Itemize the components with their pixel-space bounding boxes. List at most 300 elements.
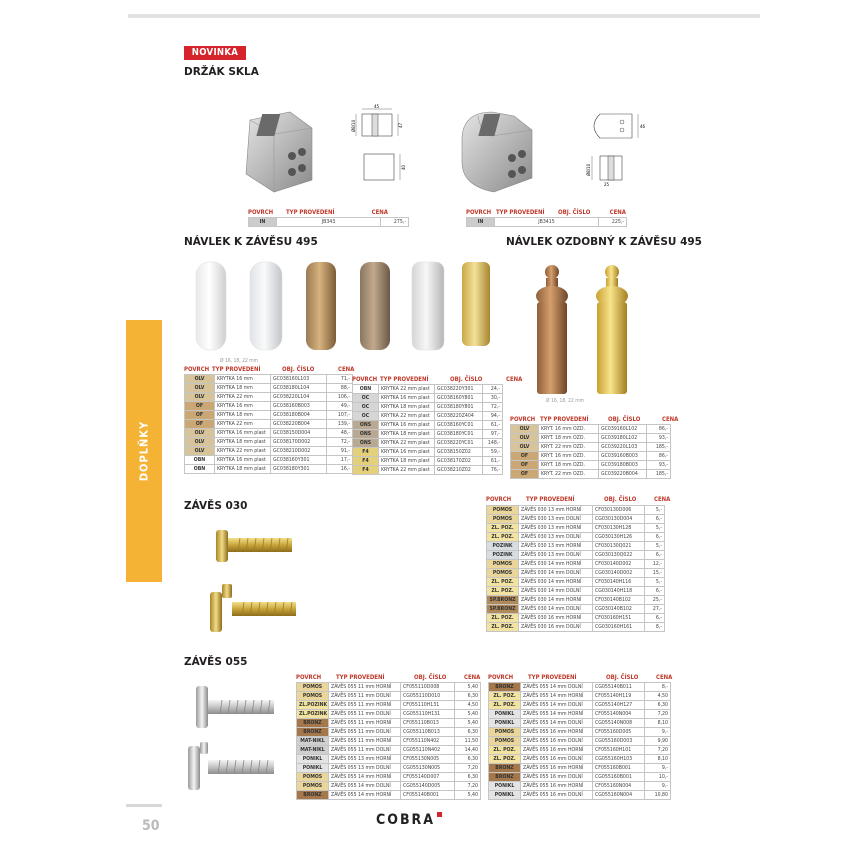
table-row (487, 569, 665, 578)
dim-depth-label: 40 (401, 164, 406, 170)
hinge-cover-table1-header: POVRCH TYP PROVEDENÍ OBJ. ČÍSLO CENA (184, 366, 355, 373)
order-number-cell: CF055160N004 (593, 782, 645, 791)
surface-cell: ZL. POZ. (487, 587, 519, 596)
order-number-cell: GC039180B003 (599, 461, 647, 470)
decorative-cover-table (510, 424, 671, 479)
table-row (489, 728, 671, 737)
table-row (511, 461, 671, 470)
order-number-cell: GC038170D002 (271, 438, 327, 447)
surface-cell: ZL. POZ. (489, 692, 521, 701)
order-number-cell: CG030130H126 (593, 533, 645, 542)
price-cell: 4,50 (455, 701, 481, 710)
page-number-rule (126, 804, 162, 807)
type-cell: KRYTKA 22 mm plast (379, 466, 435, 475)
table-row (297, 728, 481, 737)
dim-width-b-label: 25 (604, 182, 610, 187)
type-cell: KRYTKA 16 mm plast (379, 394, 435, 403)
table-row (489, 710, 671, 719)
surface-cell: POMOS (489, 737, 521, 746)
table-row (511, 470, 671, 479)
price-cell: 93,- (647, 434, 671, 443)
order-number-cell: CG030130Q022 (593, 551, 645, 560)
order-number-cell: GC038180B004 (271, 411, 327, 420)
table-row (353, 394, 503, 403)
order-number-cell: GC038160Y301 (271, 456, 327, 465)
type-cell: ZÁVĚS 055 11 mm DOLNÍ (329, 692, 401, 701)
type-cell: ZÁVĚS 030 13 mm DOLNÍ (519, 551, 593, 560)
surface-cell: OLV (511, 434, 539, 443)
order-number-cell: GC038160B003 (271, 402, 327, 411)
order-number-cell: GC038170Z02 (435, 457, 483, 466)
type-cell: KRYT. 18 mm OZD. (539, 434, 599, 443)
type-cell: KRYT. 16 mm OZD. (539, 452, 599, 461)
table-row (353, 448, 503, 457)
order-number-cell: GC039160L102 (599, 425, 647, 434)
table-row (297, 710, 481, 719)
table-row (297, 692, 481, 701)
price-cell: 91,- (327, 447, 353, 456)
table-row (487, 596, 665, 605)
surface-cell: SP.BRONZ (487, 605, 519, 614)
table-row (489, 764, 671, 773)
table-row (489, 755, 671, 764)
order-number-cell: CG055140D005 (401, 782, 455, 791)
type-cell: ZÁVĚS 055 13 mm DOLNÍ (329, 764, 401, 773)
section-title-glass-holder: DRŽÁK SKLA (184, 66, 259, 78)
table-row (353, 466, 503, 475)
type-cell: KRYTKA 18 mm plast (215, 438, 271, 447)
table-row (487, 533, 665, 542)
price-cell: 6,- (645, 533, 665, 542)
type-cell: ZÁVĚS 030 14 mm DOLNÍ (519, 605, 593, 614)
type-cell: KRYTKA 22 mm (215, 420, 271, 429)
surface-cell: OLV (185, 438, 215, 447)
order-number-cell: CG030130D004 (593, 515, 645, 524)
logo-square-icon (437, 812, 442, 817)
surface-cell: OBN (185, 456, 215, 465)
price-cell: 6,- (645, 587, 665, 596)
price-cell: 94,- (483, 412, 503, 421)
surface-cell: PONIKL (297, 755, 329, 764)
table-row (487, 542, 665, 551)
price-cell: 185,- (647, 443, 671, 452)
order-number-cell: CG055110H131 (401, 710, 455, 719)
order-number-cell: CF030130H128 (593, 524, 645, 533)
surface-cell: OC (353, 403, 379, 412)
surface-cell: OF (185, 411, 215, 420)
order-number-cell: CF055160H101 (593, 746, 645, 755)
new-badge: NOVINKA (184, 46, 246, 60)
order-number-cell: CF030140H116 (593, 578, 645, 587)
hinge-cover-table-2 (352, 384, 503, 475)
surface-cell: OLV (185, 447, 215, 456)
price-cell: 14,40 (455, 746, 481, 755)
type-cell: KRYTKA 22 mm (215, 393, 271, 402)
table-row (511, 452, 671, 461)
surface-cell: OF (185, 402, 215, 411)
surface-cell: ZL. POZ. (487, 524, 519, 533)
hinge-055-table1-header: POVRCH TYP PROVEDENÍ OBJ. ČÍSLO CENA (296, 674, 481, 681)
table-row (489, 719, 671, 728)
surface-cell: POMOS (297, 773, 329, 782)
table-row (297, 755, 481, 764)
type-cell: KRYTKA 16 mm plast (215, 456, 271, 465)
type-cell: ZÁVĚS 055 14 mm HORNÍ (329, 791, 401, 800)
order-number-cell: CG055160B001 (593, 773, 645, 782)
surface-cell: OLV (511, 443, 539, 452)
surface-cell: ZL. POZ. (489, 746, 521, 755)
table-row (353, 439, 503, 448)
surface-cell: POMOS (297, 782, 329, 791)
table-row (353, 412, 503, 421)
order-number-cell: GC038220L104 (271, 393, 327, 402)
dim-height-label: 47 (398, 122, 403, 128)
table-row (487, 578, 665, 587)
surface-cell: ZL. POZ. (489, 701, 521, 710)
price-cell: 72,- (483, 403, 503, 412)
price-cell: 6,30 (455, 755, 481, 764)
surface-cell: PONIKL (297, 764, 329, 773)
type-cell: ZÁVĚS 030 16 mm DOLNÍ (519, 623, 593, 632)
price-cell: 9,- (645, 728, 671, 737)
type-cell: KRYTKA 18 mm plast (215, 465, 271, 474)
surface-cell: POMOS (297, 692, 329, 701)
type-cell: ZÁVĚS 030 14 mm DOLNÍ (519, 587, 593, 596)
glass-holder-a-table (248, 217, 409, 227)
type-cell: ZÁVĚS 030 13 mm HORNÍ (519, 506, 593, 515)
price-cell: 139,- (327, 420, 353, 429)
order-number-cell: CF055130N005 (401, 755, 455, 764)
price-cell: 48,- (327, 429, 353, 438)
section-title-decorative-cover: NÁVLEK OZDOBNÝ K ZÁVĚSU 495 (506, 236, 702, 248)
type-cell: ZÁVĚS 055 14 mm HORNÍ (521, 710, 593, 719)
surface-cell: ZL. POZ. (487, 614, 519, 623)
surface-cell: BRONZ (297, 791, 329, 800)
type-cell: ZÁVĚS 030 14 mm HORNÍ (519, 596, 593, 605)
price-cell: 59,- (483, 448, 503, 457)
order-number-cell: GC038160Y801 (435, 394, 483, 403)
price-cell: 8,- (645, 623, 665, 632)
type-cell: ZÁVĚS 030 16 mm HORNÍ (519, 614, 593, 623)
order-number-cell: CF055160B001 (593, 764, 645, 773)
table-row (353, 403, 503, 412)
table-row (185, 384, 353, 393)
type-cell: ZÁVĚS 055 14 mm DOLNÍ (329, 782, 401, 791)
price-cell: 5,- (645, 578, 665, 587)
table-row (297, 737, 481, 746)
type-cell: ZÁVĚS 030 13 mm DOLNÍ (519, 515, 593, 524)
order-number-cell: GC038180Y801 (435, 403, 483, 412)
hinge-030-table-header: POVRCH TYP PROVEDENÍ OBJ. ČÍSLO CENA (486, 496, 671, 503)
glass-holder-square-image (230, 100, 320, 200)
order-number-cell: CG055160H103 (593, 755, 645, 764)
order-number-cell: CF030160H151 (593, 614, 645, 623)
order-number-cell: CF055140D007 (401, 773, 455, 782)
order-number-cell: GC038150D004 (271, 429, 327, 438)
order-number-cell: CG055140B011 (593, 683, 645, 692)
section-title-hinge-cover: NÁVLEK K ZÁVĚSU 495 (184, 236, 318, 248)
type-cell: ZÁVĚS 055 16 mm DOLNÍ (521, 755, 593, 764)
type-cell: ZÁVĚS 055 11 mm HORNÍ (329, 737, 401, 746)
table-row (297, 764, 481, 773)
order-number-cell: CG055140H127 (593, 701, 645, 710)
order-number-cell: CG030140B102 (593, 605, 645, 614)
order-number-cell: GC039220B004 (599, 470, 647, 479)
hinge-030-table (486, 505, 665, 632)
order-number-cell: CF055140B001 (401, 791, 455, 800)
table-row (297, 746, 481, 755)
table-row (487, 524, 665, 533)
type-cell: KRYT. 22 mm OZD. (539, 443, 599, 452)
surface-cell: PONIKL (489, 782, 521, 791)
table-row (297, 782, 481, 791)
table-row (489, 737, 671, 746)
hinge-cover-table-1 (184, 374, 353, 474)
type-cell: ZÁVĚS 030 13 mm DOLNÍ (519, 533, 593, 542)
price-cell: 6,- (645, 515, 665, 524)
surface-cell: POMOS (489, 728, 521, 737)
type-cell: ZÁVĚS 055 11 mm HORNÍ (329, 719, 401, 728)
table-row (489, 692, 671, 701)
hinge-030-image (206, 520, 306, 650)
order-number-cell: GC038160YC01 (435, 421, 483, 430)
table-row (489, 773, 671, 782)
price-cell: 5,40 (455, 719, 481, 728)
table-row (489, 746, 671, 755)
order-number-cell: GC038220B004 (271, 420, 327, 429)
surface-cell: OF (511, 452, 539, 461)
price-cell: 86,- (647, 425, 671, 434)
order-number-cell: GC038180L104 (271, 384, 327, 393)
surface-cell: OBN (353, 385, 379, 394)
price-cell: 8,10 (645, 755, 671, 764)
order-number-cell: CG055140N008 (593, 719, 645, 728)
price-cell: 5,- (645, 524, 665, 533)
surface-cell: OBN (185, 465, 215, 474)
price-cell: 11,50 (455, 737, 481, 746)
table-row (353, 385, 503, 394)
table-row (185, 375, 353, 384)
order-number-cell: GC038180Y301 (271, 465, 327, 474)
hinge-055-table2-header: POVRCH TYP PROVEDENÍ OBJ. ČÍSLO CENA (488, 674, 673, 681)
price-cell: 49,- (327, 402, 353, 411)
type-cell: KRYTKA 16 mm (215, 402, 271, 411)
hinge-cover-table2-header: POVRCH TYP PROVEDENÍ OBJ. ČÍSLO CENA (352, 376, 523, 383)
price-cell: 93,- (647, 461, 671, 470)
price-cell: 5,40 (455, 683, 481, 692)
table-row (353, 421, 503, 430)
decorative-cover-size-caption: Ø 16, 18, 22 mm (546, 398, 585, 404)
surface-cell: OLV (185, 393, 215, 402)
table-row (489, 701, 671, 710)
type-cell: ZÁVĚS 055 16 mm HORNÍ (521, 746, 593, 755)
order-number-cell: CF055110D008 (401, 683, 455, 692)
type-cell: ZÁVĚS 030 14 mm HORNÍ (519, 578, 593, 587)
type-cell: ZÁVĚS 055 14 mm HORNÍ (521, 692, 593, 701)
order-number-cell: GC038150Z02 (435, 448, 483, 457)
price-cell: 10,80 (645, 791, 671, 800)
table-row: IN JB343 275,- (249, 218, 409, 227)
surface-cell: OLV (185, 384, 215, 393)
order-number-cell: GC039160B003 (599, 452, 647, 461)
surface-cell: OLV (185, 375, 215, 384)
type-cell: ZÁVĚS 030 13 mm HORNÍ (519, 524, 593, 533)
order-number-cell: CF030140D002 (593, 560, 645, 569)
type-cell: KRYTKA 22 mm plast (379, 412, 435, 421)
order-number-cell: CG030160H161 (593, 623, 645, 632)
type-cell: ZÁVĚS 055 16 mm DOLNÍ (521, 773, 593, 782)
surface-cell: ZL. POZ. (489, 755, 521, 764)
type-cell: KRYTKA 18 mm plast (379, 457, 435, 466)
order-number-cell: CG055110D010 (401, 692, 455, 701)
type-cell: ZÁVĚS 030 14 mm HORNÍ (519, 560, 593, 569)
table-row (297, 683, 481, 692)
order-number-cell: CF055160D005 (593, 728, 645, 737)
surface-cell: POMOS (487, 569, 519, 578)
type-cell: ZÁVĚS 055 11 mm DOLNÍ (329, 710, 401, 719)
surface-cell: OLV (185, 429, 215, 438)
table-row (487, 560, 665, 569)
surface-cell: F4 (353, 466, 379, 475)
type-cell: KRYTKA 22 mm plast (215, 447, 271, 456)
price-cell: 5,40 (455, 791, 481, 800)
surface-cell: PONIKL (489, 719, 521, 728)
type-cell: ZÁVĚS 055 16 mm HORNÍ (521, 782, 593, 791)
type-cell: ZÁVĚS 055 16 mm DOLNÍ (521, 791, 593, 800)
surface-cell: ZL. POZ. (487, 623, 519, 632)
price-cell: 7,20 (455, 764, 481, 773)
surface-cell: ZL.POZINK (297, 710, 329, 719)
surface-cell: OF (185, 420, 215, 429)
table-row (185, 411, 353, 420)
order-number-cell: GC038210D002 (271, 447, 327, 456)
table-row (487, 551, 665, 560)
price-cell: 8,- (645, 683, 671, 692)
order-number-cell: GC039220L103 (599, 443, 647, 452)
table-row (185, 420, 353, 429)
hinge-covers-image (186, 258, 496, 358)
order-number-cell: CF030130D006 (593, 506, 645, 515)
table-row: IN JB3415 225,- (467, 218, 627, 227)
surface-cell: POMOS (487, 506, 519, 515)
hinge-055-table-1 (296, 682, 481, 800)
price-cell: 185,- (647, 470, 671, 479)
table-row (297, 701, 481, 710)
price-cell: 71,- (327, 375, 353, 384)
table-row (487, 506, 665, 515)
glass-holder-square-drawing (352, 104, 422, 194)
type-cell: KRYT. 16 mm OZD. (539, 425, 599, 434)
price-cell: 17,- (327, 456, 353, 465)
order-number-cell: CG030140H118 (593, 587, 645, 596)
table-row (185, 465, 353, 474)
price-cell: 106,- (327, 393, 353, 402)
surface-cell: MAT-NIKL (297, 737, 329, 746)
type-cell: ZÁVĚS 055 16 mm HORNÍ (521, 764, 593, 773)
table-row (185, 456, 353, 465)
type-cell: KRYTKA 16 mm plast (379, 421, 435, 430)
type-cell: ZÁVĚS 055 11 mm DOLNÍ (329, 728, 401, 737)
price-cell: 10,- (645, 773, 671, 782)
surface-cell: OC (353, 412, 379, 421)
type-cell: ZÁVĚS 030 14 mm DOLNÍ (519, 569, 593, 578)
surface-cell: SP.BRONZ (487, 596, 519, 605)
page-number: 50 (142, 818, 160, 834)
surface-cell: BRONZ (489, 683, 521, 692)
price-cell: 97,- (483, 430, 503, 439)
table-row (511, 443, 671, 452)
price-cell: 12,- (645, 560, 665, 569)
price-cell: 9,90 (645, 737, 671, 746)
price-cell: 9,- (645, 764, 671, 773)
type-cell: ZÁVĚS 055 14 mm DOLNÍ (521, 719, 593, 728)
table-row (353, 457, 503, 466)
table-row (487, 605, 665, 614)
price-cell: 5,40 (455, 710, 481, 719)
type-cell: ZÁVĚS 055 13 mm HORNÍ (329, 755, 401, 764)
surface-cell: F4 (353, 457, 379, 466)
price-cell: 76,- (483, 466, 503, 475)
type-cell: KRYTKA 16 mm (215, 375, 271, 384)
price-cell: 6,30 (455, 773, 481, 782)
price-cell: 6,- (645, 614, 665, 623)
surface-cell: OLV (511, 425, 539, 434)
order-number-cell: CG055130N005 (401, 764, 455, 773)
glass-holder-a-table-header: POVRCH TYP PROVEDENÍ CENA (248, 209, 388, 216)
table-row (489, 782, 671, 791)
price-cell: 86,- (647, 452, 671, 461)
table-row (297, 773, 481, 782)
table-row (185, 402, 353, 411)
surface-cell: F4 (353, 448, 379, 457)
hinge-cover-size-caption: Ø 16, 18, 22 mm (220, 358, 259, 364)
dim-diameter-b-label: Ø8/10 (586, 163, 591, 176)
table-row (297, 719, 481, 728)
surface-cell: ONS (353, 421, 379, 430)
order-number-cell: CF030140B102 (593, 596, 645, 605)
order-number-cell: GC038220YC01 (435, 439, 483, 448)
type-cell: ZÁVĚS 055 14 mm DOLNÍ (521, 683, 593, 692)
price-cell: 61,- (483, 421, 503, 430)
surface-cell: OC (353, 394, 379, 403)
price-cell: 148,- (483, 439, 503, 448)
price-cell: 7,20 (645, 746, 671, 755)
decorative-covers-image (520, 262, 640, 398)
surface-cell: ZL. POZ. (487, 578, 519, 587)
price-cell: 30,- (483, 394, 503, 403)
dim-diameter-label: Ø8/10 (351, 119, 356, 132)
type-cell: KRYTKA 18 mm (215, 411, 271, 420)
surface-cell: POMOS (487, 515, 519, 524)
table-row (487, 623, 665, 632)
order-number-cell: CG055110N402 (401, 746, 455, 755)
price-cell: 4,50 (645, 692, 671, 701)
type-cell: KRYTKA 18 mm (215, 384, 271, 393)
order-number-cell: GC038210Z02 (435, 466, 483, 475)
order-number-cell: CF055110H131 (401, 701, 455, 710)
dim-width-label: 45 (374, 104, 380, 109)
price-cell: 15,- (645, 569, 665, 578)
glass-holder-round-image (448, 100, 538, 200)
type-cell: ZÁVĚS 055 16 mm HORNÍ (521, 728, 593, 737)
surface-cell: POZINK (487, 542, 519, 551)
hinge-055-image (184, 680, 284, 810)
table-row (353, 430, 503, 439)
surface-cell: BRONZ (297, 728, 329, 737)
price-cell: 9,- (645, 782, 671, 791)
price-cell: 6,30 (455, 728, 481, 737)
table-row (487, 614, 665, 623)
